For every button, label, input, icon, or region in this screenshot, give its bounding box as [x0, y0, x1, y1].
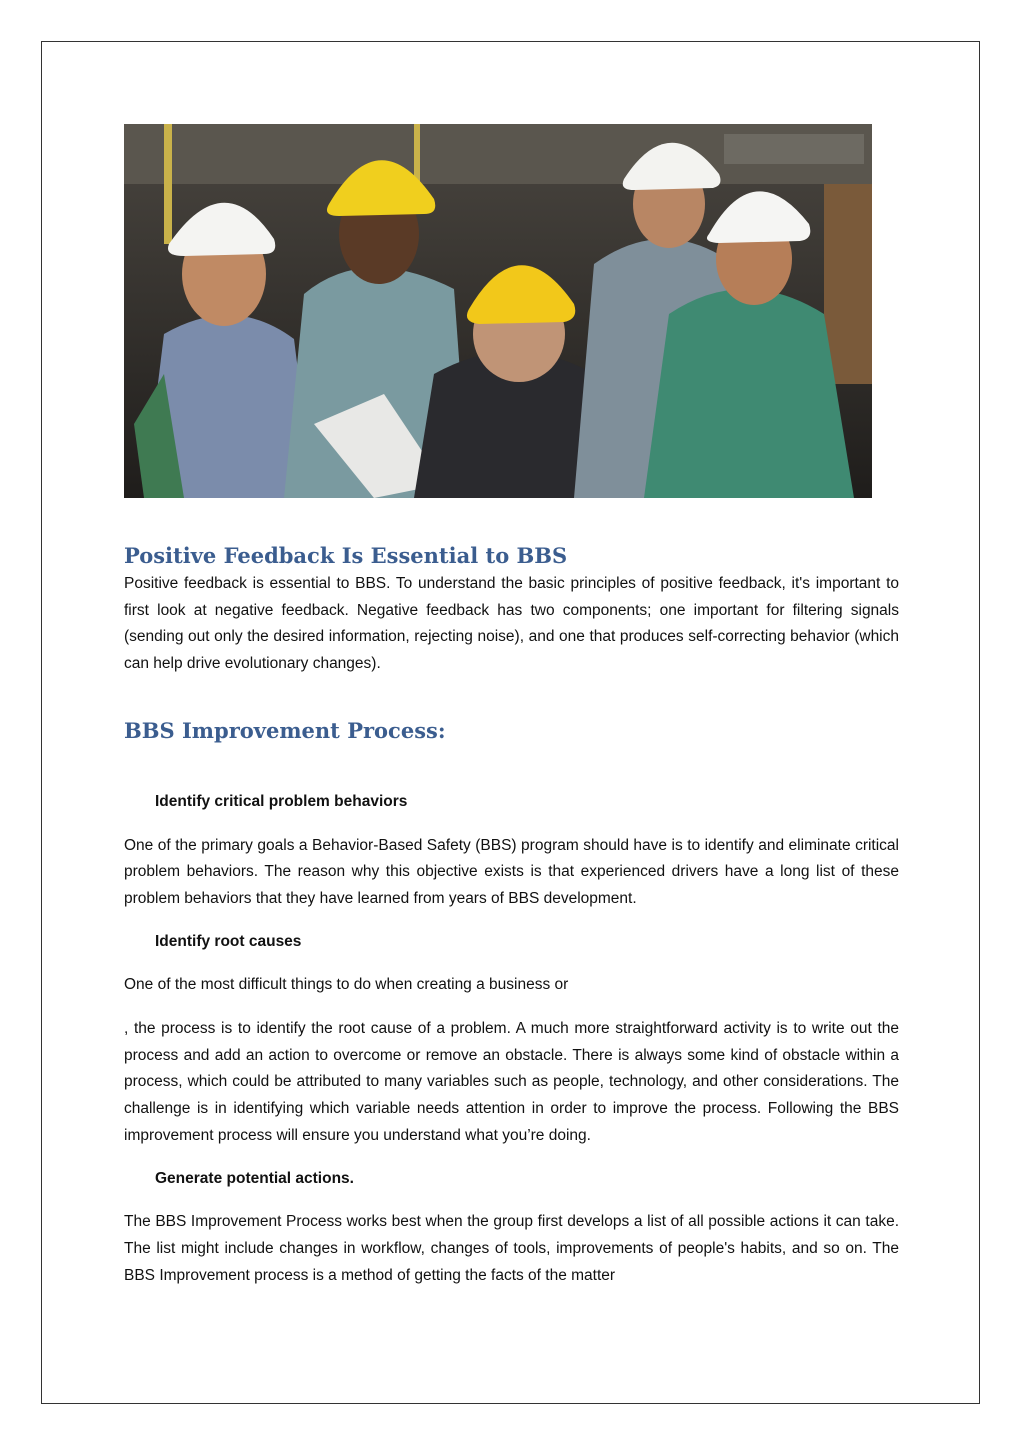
paragraph-root-causes-1: One of the most difficult things to do when creating a business or [124, 976, 569, 994]
paragraph-identify-behaviors: One of the primary goals a Behavior-Based Safety (BBS) program should have is to identify and eliminate critical problem behaviors. The reason why this objective exists is that experienced drivers have a long list of these problem behaviors that they have learned from years of BBS development. [124, 836, 899, 907]
paragraph-root-causes-2: , the process is to identify the root cause of a problem. A much more straightforward activity is to write out the process and add an action to overcome or remove an obstacle. There is always some kind of obstacle within a process, which could be attributed to many variables such as people, technology, and other considerations. The challenge is in identifying which variable needs attention in order to improve the process. Following the BBS improvement process will ensure you understand what you’re doing. [124, 1020, 899, 1144]
section-body-positive-feedback: Positive feedback is essential to BBS. To understand the basic principles of positive feedback, it's important to first look at negative feedback. Negative feedback has two components; one important for filtering signals (sending out only the desired information, rejecting noise), and one that produces self-correcting behavior (which can help drive evolutionary changes). [124, 575, 899, 673]
article-content [124, 541, 899, 1289]
section-heading-positive-feedback: Positive Feedback Is Essential to BBS [124, 543, 568, 568]
subheading-identify-behaviors: Identify critical problem behaviors [155, 792, 408, 810]
paragraph-generate-actions: The BBS Improvement Process works best when the group first develops a list of all possible actions it can take. The list might include changes in workflow, changes of tools, improvements of people's habits, and so on. The BBS Improvement process is a method of getting the facts of the matter [124, 1213, 899, 1284]
section-heading-improvement-process: BBS Improvement Process: [124, 717, 446, 743]
subheading-identify-root-causes: Identify root causes [155, 932, 302, 950]
subheading-generate-actions: Generate potential actions. [155, 1169, 354, 1187]
workers-photo [124, 124, 872, 498]
